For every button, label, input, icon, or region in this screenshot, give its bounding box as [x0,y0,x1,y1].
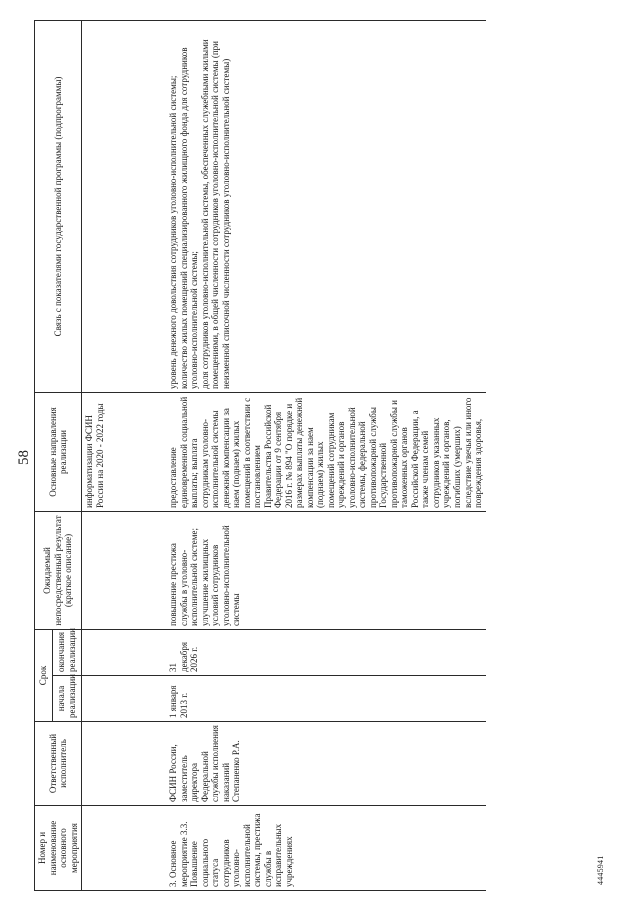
measure-end: 31 декабря 2026 г. [166,629,485,675]
indicator-item: уровень денежного довольствия сотрудников уголовно-исполнительной системы; [168,75,179,389]
indicator-item: доля сотрудников уголовно-исполнительной системы, обеспеченных служебными жилыми помещениями, в общей численности сотрудников уголовно-исполнительной системы (при неизменной списочной численности сотрудников уголовно-исполнительной системы) [199,39,231,389]
measures-table [34,20,486,891]
measure-executor: ФСИН России, заместитель директора Федеральной службы исполнения наказаний Степаненко Р.А. [166,722,485,806]
header-indicators: Связь с показателями государственной программы (подпрограммы) [35,20,82,392]
measure-directions: предоставление единовременной социальной выплаты; выплата сотрудникам уголовно-исполнительной системы денежной компенсации за наем (поднаем) жилых помещений в соответствии с постановлением Правительства Российской Федерации от 9 сентября 2016 г. № 894 "О порядке и размерах выплаты денежной компенсации за наем (поднаем) жилых помещений сотрудникам учреждений и органов уголовно-исполнительной системы, федеральной противопожарной службы Государственной противопожарной службы и таможенных органов Российской Федерации, а также членам семей сотрудников указанных учреждений и органов, погибших (умерших) вследствие увечья или иного повреждения здоровья, [166,392,485,511]
header-start: начала реализации [52,676,82,722]
header-number-name: Номер и наименование основного мероприятия [35,806,82,891]
table-row [166,20,485,890]
cell-empty [82,676,167,722]
page-number: 58 [16,450,32,465]
cell-empty [82,511,167,629]
cell-empty [82,629,167,675]
header-executor: Ответственный исполнитель [35,722,82,806]
continuation-row [82,20,167,890]
continuation-text: информатизации ФСИН России на 2020 - 2022 годы [82,392,167,511]
header-result: Ожидаемый непосредственный результат (краткое описание) [35,511,82,629]
header-term: Срок [35,629,53,721]
cell-empty [82,20,167,392]
header-directions: Основные направления реализации [35,392,82,511]
header-row-1 [35,20,53,890]
cell-empty [82,806,167,891]
indicator-item: количество жилых помещений специализированного жилищного фонда для сотрудников уголовно-исполнительной системы; [178,47,200,389]
header-end: окончания реализации [52,629,82,675]
measure-start: 1 января 2013 г. [166,676,485,722]
measure-result: повышение престижа службы в уголовно-исполнительной системе; улучшение жилищных условий сотрудников уголовно-исполнительной системы [166,511,485,629]
measure-indicators [166,20,485,392]
cell-empty [82,722,167,806]
measure-number-name: 3. Основное мероприятие 3.3. Повышение социального статуса сотрудников уголовно-исполнительной системы, престижа службы в исправительных учреждениях [166,806,485,891]
document-id: 4445941 [596,855,605,885]
